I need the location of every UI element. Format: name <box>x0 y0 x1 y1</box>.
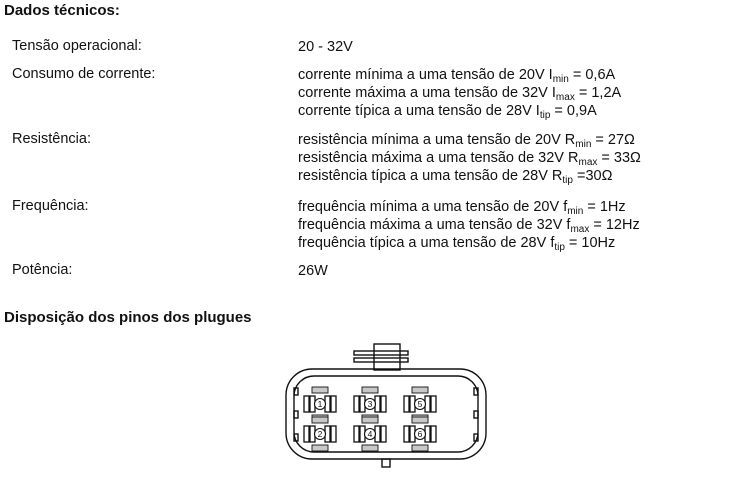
spec-value-line: 20 - 32V <box>298 39 353 55</box>
pin-number-label: 1 <box>317 399 323 410</box>
pin-contact-pad <box>362 417 378 423</box>
spec-value-line: corrente máxima a uma tensão de 32V $I_{max} = 1,2A$ <box>298 85 622 103</box>
spec-values <box>298 262 328 280</box>
spec-value-line: frequência típica a uma tensão de 28V $f_{tip} = 10Hz$ <box>298 235 616 253</box>
spec-value-line: resistência típica a uma tensão de 28V $R_{tip} =30\Omega$ <box>298 168 613 186</box>
connector-key <box>382 459 390 467</box>
pin-number-label: 6 <box>417 429 423 440</box>
spec-value-line: resistência máxima a uma tensão de 32V $R_{max} = 33\Omega$ <box>298 150 641 168</box>
spec-value-line: 26W <box>298 263 328 279</box>
pin-blade <box>304 426 309 442</box>
spec-value-line: frequência máxima a uma tensão de 32V $f_{max} = 12Hz$ <box>298 217 640 235</box>
pin-blade <box>304 396 309 412</box>
pin-number-label: 3 <box>367 399 373 410</box>
connector-diagram <box>270 340 500 470</box>
spec-value-line: corrente típica a uma tensão de 28V $I_{tip} = 0,9A$ <box>298 103 597 121</box>
connector-latch <box>374 344 400 370</box>
pin-blade <box>431 396 436 412</box>
pin-blade <box>354 396 359 412</box>
pin-contact-pad <box>362 387 378 393</box>
pin-blade <box>354 426 359 442</box>
pin-blade <box>431 426 436 442</box>
spec-value-line: frequência mínima a uma tensão de 20V $f_{min} = 1Hz$ <box>298 199 626 217</box>
spec-label: Potência: <box>12 262 73 278</box>
spec-values <box>298 66 621 120</box>
pin-contact-pad <box>362 445 378 451</box>
pin-number-label: 2 <box>317 429 323 440</box>
spec-value-line: resistência mínima a uma tensão de 20V $R_{min} = 27\Omega$ <box>298 132 635 150</box>
pin-blade <box>381 426 386 442</box>
connector-side-hole <box>294 388 298 395</box>
pin-contact-pad <box>412 445 428 451</box>
spec-value-line: corrente mínima a uma tensão de 20V $I_{min} = 0,6A$ <box>298 67 616 85</box>
pin-blade <box>404 396 409 412</box>
pin-contact-pad <box>312 417 328 423</box>
pin-blade <box>381 396 386 412</box>
spec-values <box>298 38 353 56</box>
pin-contact-pad <box>312 445 328 451</box>
pin-number-label: 4 <box>367 429 373 440</box>
spec-label: Resistência: <box>12 131 91 147</box>
pin-contact-pad <box>412 387 428 393</box>
spec-values <box>298 131 641 185</box>
spec-label: Consumo de corrente: <box>12 66 156 82</box>
connector-side-hole <box>294 411 298 418</box>
pin-number-label: 5 <box>417 399 423 410</box>
technical-data-heading: Dados técnicos: <box>4 2 120 19</box>
connector-side-hole <box>474 411 478 418</box>
pin-blade <box>331 396 336 412</box>
pin-layout-heading: Disposição dos pinos dos plugues <box>4 309 252 326</box>
pin-contact-pad <box>312 387 328 393</box>
spec-label: Frequência: <box>12 198 89 214</box>
pin-blade <box>404 426 409 442</box>
spec-values <box>298 198 640 252</box>
pin-contact-pad <box>412 417 428 423</box>
spec-label: Tensão operacional: <box>12 38 142 54</box>
pin-blade <box>331 426 336 442</box>
connector-side-hole <box>474 388 478 395</box>
